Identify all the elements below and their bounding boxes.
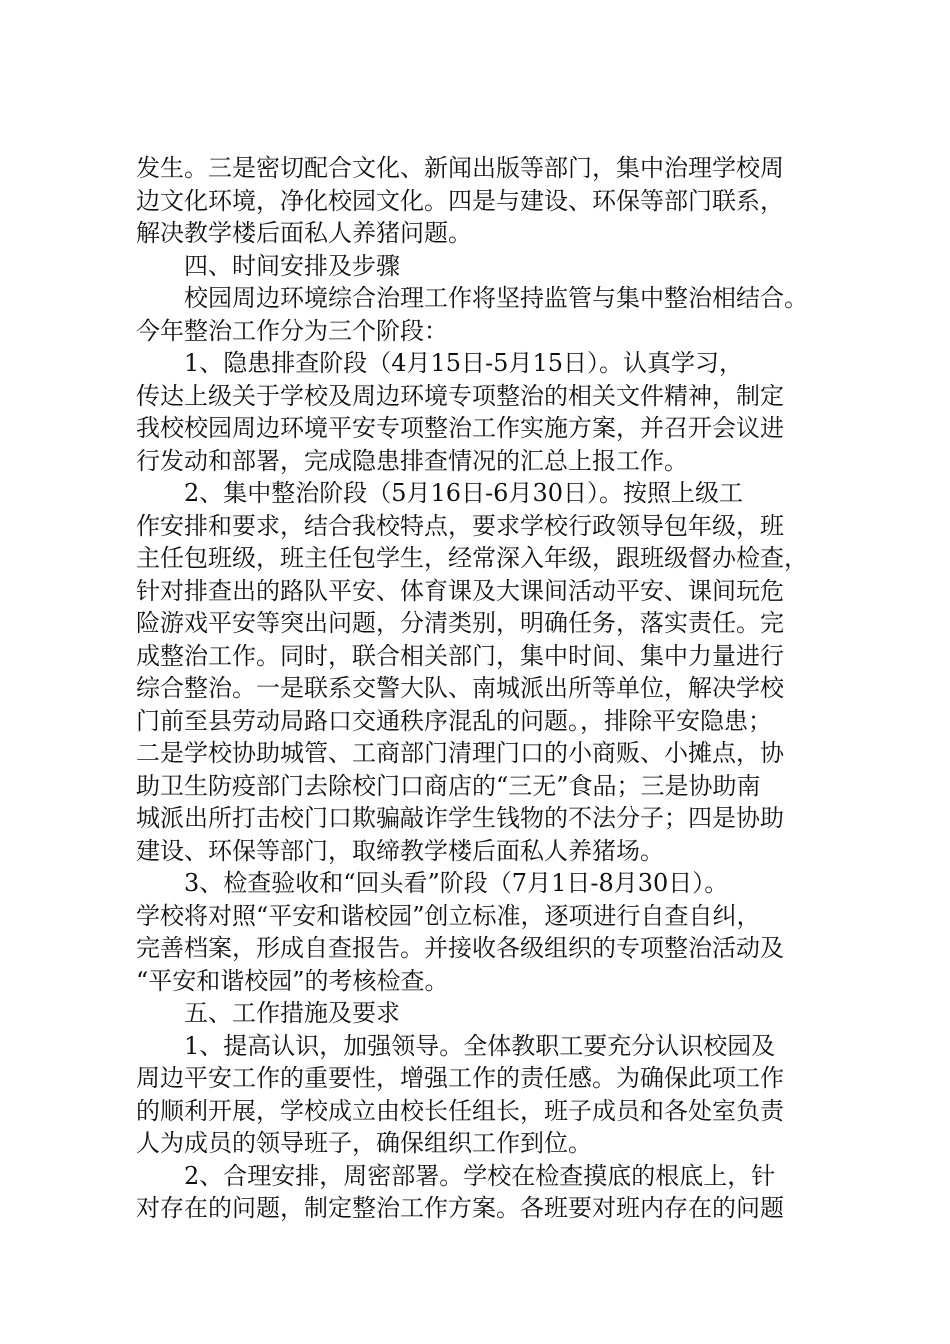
text-line: 传达上级关于学校及周边环境专项整治的相关文件精神，制定 xyxy=(136,381,784,410)
text-line: 城派出所打击校门口欺骗敲诈学生钱物的不法分子；四是协助 xyxy=(136,804,784,832)
document-body xyxy=(136,152,836,1225)
text-line: “平安和谐校园”的考核检查。 xyxy=(136,966,449,995)
text-line: 解决教学楼后面私人养猪问题。 xyxy=(136,219,472,247)
text-line: 门前至县劳动局路口交通秩序混乱的问题。，排除平安隐患； xyxy=(136,706,772,735)
text-line: 二是学校协助城管、工商部门清理门口的小商贩、小摊点，协 xyxy=(136,739,784,767)
text-line: 助卫生防疫部门去除校门口商店的“三无”食品；三是协助南 xyxy=(136,771,761,800)
text-line: 险游戏平安等突出问题，分清类别，明确任务，落实责任。完 xyxy=(136,609,784,637)
text-line: 校园周边环境综合治理工作将坚持监管与集中整治相结合。 xyxy=(184,284,808,312)
text-line: 2、集中整治阶段（5月16日-6月30日）。按照上级工 xyxy=(184,479,743,507)
text-line: 学校将对照“平安和谐校园”创立标准，逐项进行自查自纠， xyxy=(136,901,761,930)
text-line: 2、合理安排，周密部署。学校在检查摸底的根底上，针 xyxy=(184,1161,776,1190)
text-line: 1、隐患排查阶段（4月15日-5月15日）。认真学习， xyxy=(184,349,743,377)
text-line: 五、工作措施及要求 xyxy=(184,999,400,1027)
text-line: 作安排和要求，结合我校特点，要求学校行政领导包年级，班 xyxy=(136,511,784,540)
text-line: 3、检查验收和“回头看”阶段（7月1日-8月30日）。 xyxy=(184,869,729,897)
text-line: 边文化环境，净化校园文化。四是与建设、环保等部门联系， xyxy=(136,186,784,215)
text-line: 1、提高认识，加强领导。全体教职工要充分认识校园及 xyxy=(184,1031,776,1060)
text-line: 周边平安工作的重要性，增强工作的责任感。为确保此项工作 xyxy=(136,1064,784,1092)
text-line: 成整治工作。同时，联合相关部门，集中时间、集中力量进行 xyxy=(136,641,784,670)
text-line: 今年整治工作分为三个阶段： xyxy=(136,316,448,345)
text-line: 四、时间安排及步骤 xyxy=(184,251,400,280)
text-line: 发生。三是密切配合文化、新闻出版等部门，集中治理学校周 xyxy=(136,154,784,182)
text-line: 行发动和部署，完成隐患排查情况的汇总上报工作。 xyxy=(136,446,688,475)
text-line: 综合整治。一是联系交警大队、南城派出所等单位，解决学校 xyxy=(136,674,784,702)
text-line: 人为成员的领导班子，确保组织工作到位。 xyxy=(136,1129,592,1157)
text-line: 我校校园周边环境平安专项整治工作实施方案，并召开会议进 xyxy=(136,414,784,442)
text-line: 针对排查出的路队平安、体育课及大课间活动平安、课间玩危 xyxy=(136,576,784,605)
text-line: 完善档案，形成自查报告。并接收各级组织的专项整治活动及 xyxy=(136,934,784,962)
text-line: 的顺利开展，学校成立由校长任组长，班子成员和各处室负责 xyxy=(136,1096,784,1125)
text-line: 建设、环保等部门，取缔教学楼后面私人养猪场。 xyxy=(136,836,664,865)
text-line: 对存在的问题，制定整治工作方案。各班要对班内存在的问题 xyxy=(136,1194,784,1222)
text-line: 主任包班级，班主任包学生，经常深入年级，跟班级督办检查， xyxy=(136,544,808,572)
